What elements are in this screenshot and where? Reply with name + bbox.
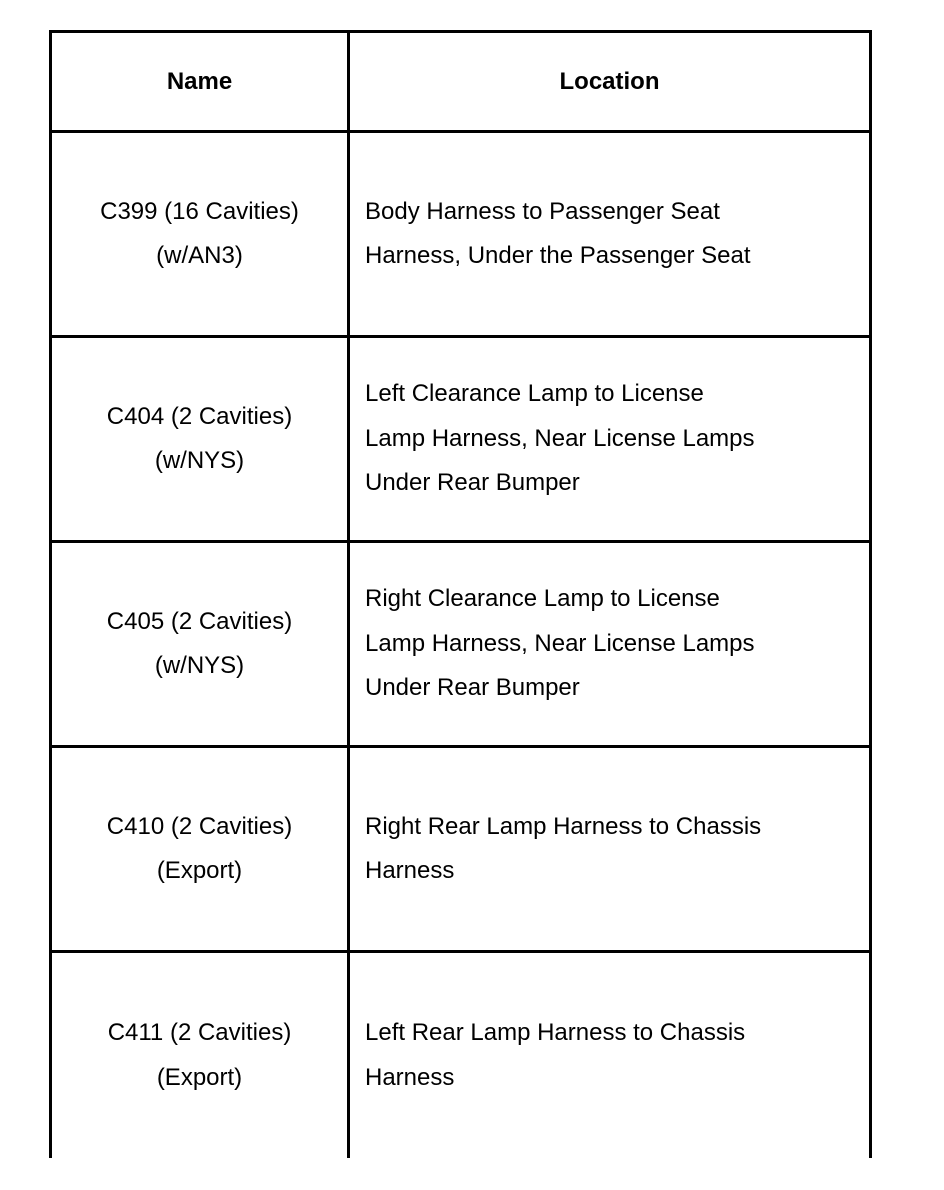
connector-option-line: (Export) <box>156 1063 243 1091</box>
table-row <box>51 132 871 337</box>
connector-name-cell <box>51 747 349 952</box>
location-line: Right Rear Lamp Harness to Chassis <box>365 812 762 840</box>
connector-location-cell <box>349 337 871 542</box>
connector-name-cell <box>51 337 349 542</box>
location-line: Left Rear Lamp Harness to Chassis <box>365 1019 746 1046</box>
table-row <box>51 337 871 542</box>
connector-location-cell <box>349 952 871 1159</box>
location-line: Under Rear Bumper <box>365 674 580 702</box>
connector-name-line: C410 (2 Cavities) <box>106 812 293 840</box>
connector-name-line: C405 (2 Cavities) <box>106 607 293 635</box>
location-line: Lamp Harness, Near License Lamps <box>365 629 755 657</box>
connector-location-cell <box>349 132 871 337</box>
table-row <box>51 747 871 952</box>
location-line: Right Clearance Lamp to License <box>365 585 720 613</box>
connector-name-line: C404 (2 Cavities) <box>106 402 293 430</box>
connector-table <box>49 30 872 1158</box>
location-line: Left Clearance Lamp to License <box>365 380 704 408</box>
location-line: Body Harness to Passenger Seat <box>365 197 720 225</box>
connector-location-cell <box>349 747 871 952</box>
connector-option-line: (Export) <box>156 857 243 884</box>
location-line: Lamp Harness, Near License Lamps <box>365 424 755 452</box>
table-row <box>51 952 871 1159</box>
connector-option-line: (w/NYS) <box>154 652 245 679</box>
connector-option-line: (w/NYS) <box>154 447 245 474</box>
connector-name-line: C399 (16 Cavities) <box>100 197 299 225</box>
connector-name-line: C411 (2 Cavities) <box>107 1019 292 1046</box>
connector-name-cell <box>51 542 349 747</box>
location-line: Harness <box>365 857 455 884</box>
header-row <box>51 32 871 132</box>
connector-option-line: (w/AN3) <box>156 242 243 269</box>
location-line: Harness <box>365 1063 455 1091</box>
location-line: Harness, Under the Passenger Seat <box>365 242 751 269</box>
table-row <box>51 542 871 747</box>
location-column-header: Location <box>349 32 871 132</box>
location-line: Under Rear Bumper <box>365 469 580 497</box>
name-column-header: Name <box>51 32 349 132</box>
connector-location-cell <box>349 542 871 747</box>
connector-name-cell <box>51 132 349 337</box>
connector-name-cell <box>51 952 349 1159</box>
